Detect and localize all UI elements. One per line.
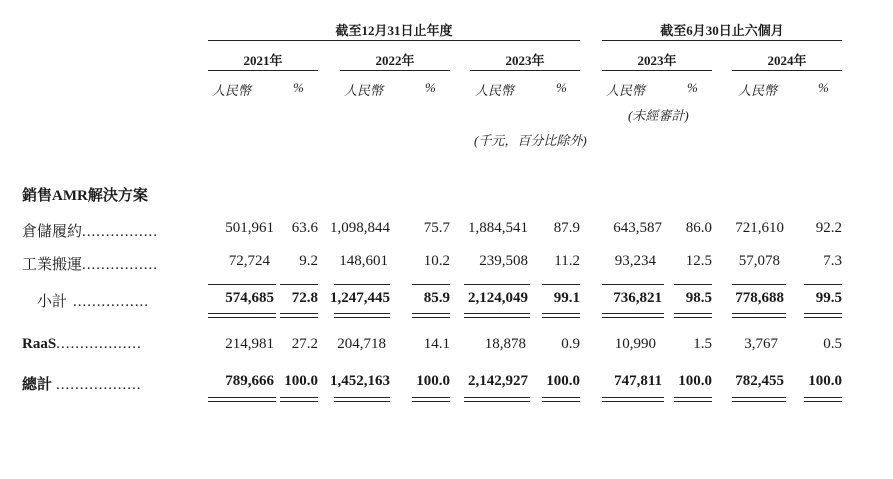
cell-value: 100.0: [678, 373, 712, 389]
rule-below-total: [804, 397, 842, 398]
rule-below-total: [674, 401, 712, 402]
cell-value: 778,688: [735, 290, 784, 306]
year-header-2024-h1: 2024年: [767, 53, 807, 68]
cell-value: 1,098,844: [330, 220, 390, 236]
cell-value: 3,767: [744, 336, 778, 352]
rule-above-subtotal: [280, 284, 318, 285]
unaudited-note: (未經審計): [628, 108, 689, 123]
row-label-text: 小計: [37, 294, 68, 310]
cell-value: 7.3: [823, 253, 842, 269]
cell-value: 0.5: [823, 336, 842, 352]
year-rule-2022: [340, 70, 450, 71]
rule-below-subtotal: [732, 317, 786, 318]
row-label-total: [22, 373, 142, 394]
year-header-2023-h1: 2023年: [637, 53, 677, 68]
cell-value: 85.9: [423, 290, 450, 306]
rule-below-total: [542, 401, 580, 402]
cell-value: 27.2: [291, 336, 318, 352]
rule-below-subtotal: [732, 313, 786, 314]
leader-dots: ................: [82, 257, 159, 273]
cell-value: 18,878: [484, 336, 526, 352]
rule-below-subtotal: [674, 313, 712, 314]
leader-dots: ..................: [56, 336, 142, 352]
cell-value: 72.8: [291, 290, 318, 306]
rule-below-subtotal: [804, 317, 842, 318]
rule-below-total: [334, 401, 390, 402]
rule-below-total: [412, 401, 450, 402]
rule-below-subtotal: [602, 313, 664, 314]
cell-value: 239,508: [479, 253, 528, 269]
rule-above-subtotal: [334, 284, 390, 285]
unit-pct-2021: %: [293, 80, 304, 95]
rule-below-total: [464, 397, 530, 398]
cell-value: 789,666: [225, 373, 274, 389]
year-rule-2024-h1: [732, 70, 842, 71]
cell-value: 100.0: [416, 373, 450, 389]
row-label-text: RaaS: [22, 336, 57, 352]
cell-value: 1,247,445: [330, 290, 390, 306]
rule-below-subtotal: [412, 317, 450, 318]
unit-pct-2023-h1: %: [687, 80, 698, 95]
section-title: 銷售AMR解決方案: [22, 188, 148, 204]
cell-value: 100.0: [546, 373, 580, 389]
rule-above-subtotal: [602, 284, 664, 285]
rule-below-subtotal: [334, 317, 390, 318]
rule-below-subtotal: [334, 313, 390, 314]
cell-value: 747,811: [614, 373, 662, 389]
cell-value: 721,610: [735, 220, 784, 236]
rule-above-subtotal: [732, 284, 786, 285]
rule-below-subtotal: [280, 313, 318, 314]
year-rule-2023: [470, 70, 580, 71]
rule-below-total: [732, 401, 786, 402]
period-header-jun: 截至6月30日止六個月: [660, 23, 784, 38]
rule-below-total: [464, 401, 530, 402]
unit-rmb-2023-h1: 人民幣: [606, 83, 646, 98]
year-rule-2021: [208, 70, 318, 71]
cell-value: 1,884,541: [468, 220, 528, 236]
cell-value: 204,718: [337, 336, 386, 352]
rule-below-subtotal: [280, 317, 318, 318]
unit-rmb-2021: 人民幣: [212, 83, 252, 98]
rule-below-total: [412, 397, 450, 398]
cell-value: 1,452,163: [330, 373, 390, 389]
rule-below-total: [602, 397, 664, 398]
rule-below-subtotal: [542, 313, 580, 314]
row-label-text: 倉儲履約: [22, 224, 83, 240]
rule-above-subtotal: [464, 284, 530, 285]
cell-value: 57,078: [738, 253, 780, 269]
rule-below-subtotal: [208, 317, 276, 318]
cell-value: 92.2: [815, 220, 842, 236]
row-label-text: 工業搬運: [22, 257, 83, 273]
cell-value: 501,961: [225, 220, 274, 236]
rule-below-total: [804, 401, 842, 402]
rule-above-subtotal: [804, 284, 842, 285]
period-rule-dec: [208, 40, 580, 41]
cell-value: 86.0: [685, 220, 712, 236]
rule-below-subtotal: [804, 313, 842, 314]
unit-rmb-2022: 人民幣: [344, 83, 384, 98]
cell-value: 782,455: [735, 373, 784, 389]
cell-value: 9.2: [299, 253, 318, 269]
cell-value: 12.5: [685, 253, 712, 269]
unit-note: (千元，百分比除外): [474, 133, 587, 148]
cell-value: 574,685: [225, 290, 274, 306]
year-header-2023: 2023年: [505, 53, 545, 68]
rule-above-subtotal: [412, 284, 450, 285]
rule-below-subtotal: [464, 313, 530, 314]
rule-below-total: [732, 397, 786, 398]
cell-value: 10,990: [614, 336, 656, 352]
cell-value: 2,124,049: [468, 290, 528, 306]
cell-value: 643,587: [613, 220, 662, 236]
unit-pct-2023: %: [556, 80, 567, 95]
cell-value: 148,601: [339, 253, 388, 269]
row-label-subtotal: [37, 290, 149, 311]
rule-above-subtotal: [674, 284, 712, 285]
cell-value: 14.1: [423, 336, 450, 352]
cell-value: 99.1: [553, 290, 580, 306]
cell-value: 63.6: [291, 220, 318, 236]
cell-value: 0.9: [561, 336, 580, 352]
rule-below-subtotal: [412, 313, 450, 314]
rule-below-total: [208, 397, 276, 398]
rule-below-subtotal: [542, 317, 580, 318]
row-label-raas: [22, 336, 142, 353]
rule-below-total: [208, 401, 276, 402]
leader-dots: ................: [73, 294, 150, 310]
cell-value: 10.2: [423, 253, 450, 269]
unit-pct-2024-h1: %: [818, 80, 829, 95]
rule-above-subtotal: [542, 284, 580, 285]
leader-dots: ..................: [56, 377, 142, 393]
rule-below-total: [542, 397, 580, 398]
cell-value: 1.5: [693, 336, 712, 352]
unit-rmb-2023: 人民幣: [475, 83, 515, 98]
unit-rmb-2024-h1: 人民幣: [738, 83, 778, 98]
cell-value: 2,142,927: [468, 373, 528, 389]
period-rule-jun: [602, 40, 842, 41]
rule-below-subtotal: [602, 317, 664, 318]
rule-below-total: [602, 401, 664, 402]
cell-value: 736,821: [613, 290, 662, 306]
cell-value: 100.0: [284, 373, 318, 389]
unit-pct-2022: %: [425, 80, 436, 95]
rule-below-subtotal: [464, 317, 530, 318]
year-header-2021: 2021年: [243, 53, 283, 68]
row-label-warehouse: [22, 220, 158, 241]
cell-value: 11.2: [554, 253, 580, 269]
cell-value: 87.9: [553, 220, 580, 236]
rule-below-total: [280, 397, 318, 398]
rule-below-total: [334, 397, 390, 398]
row-label-industrial: [22, 253, 158, 274]
rule-below-subtotal: [674, 317, 712, 318]
cell-value: 93,234: [614, 253, 656, 269]
rule-below-total: [674, 397, 712, 398]
leader-dots: ................: [82, 224, 159, 240]
cell-value: 98.5: [685, 290, 712, 306]
cell-value: 72,724: [228, 253, 270, 269]
row-label-text: 總計: [22, 377, 53, 393]
cell-value: 99.5: [815, 290, 842, 306]
cell-value: 75.7: [423, 220, 450, 236]
rule-above-subtotal: [208, 284, 276, 285]
year-rule-2023-h1: [602, 70, 712, 71]
year-header-2022: 2022年: [375, 53, 415, 68]
rule-below-subtotal: [208, 313, 276, 314]
cell-value: 100.0: [808, 373, 842, 389]
rule-below-total: [280, 401, 318, 402]
cell-value: 214,981: [225, 336, 274, 352]
period-header-dec: 截至12月31日止年度: [335, 23, 453, 38]
